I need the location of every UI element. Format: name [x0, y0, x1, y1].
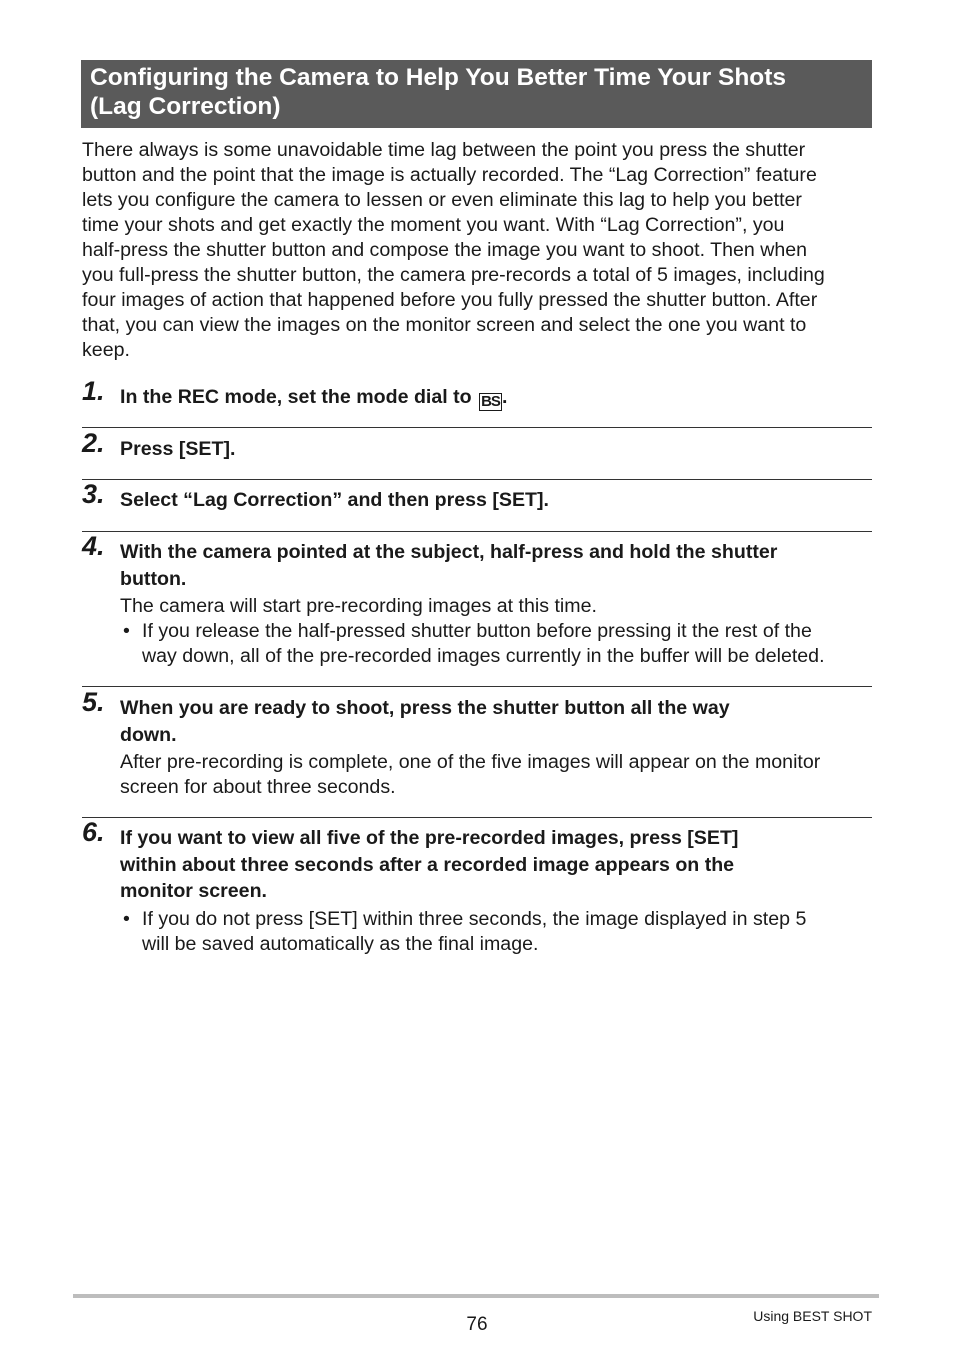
page-number: 76	[466, 1314, 488, 1335]
bullet-note: • If you do not press [SET] within three seconds, the image displayed in step 5 will be saved automatically as the final image.	[123, 908, 807, 955]
bullet-note: • If you release the half-pressed shutter button before pressing it the rest of the way down, all of the pre-recorded images currently in the buffer will be deleted.	[123, 620, 825, 667]
footer-divider	[73, 1294, 879, 1298]
step-divider	[82, 531, 872, 532]
section-heading	[90, 63, 863, 121]
step-body	[120, 750, 880, 800]
section-heading-bar	[81, 60, 872, 128]
step-number: 1.	[82, 376, 105, 406]
heading-line-1: Configuring the Camera to Help You Better Time Your Shots	[90, 64, 787, 91]
step-divider	[82, 427, 872, 428]
step-instruction: If you want to view all five of the pre-recorded images, press [SET] within about three seconds after a recorded image appears on the monitor screen.	[120, 827, 739, 902]
best-shot-mode-icon: BS	[481, 393, 500, 410]
step-divider	[82, 479, 872, 480]
step-number: 5.	[82, 687, 105, 717]
bullet-icon: •	[123, 908, 130, 930]
step-note: After pre-recording is complete, one of the five images will appear on the monitor screen for about three seconds.	[120, 751, 821, 798]
footer-section-name: Using BEST SHOT	[753, 1308, 872, 1324]
step-number: 3.	[82, 479, 105, 509]
step-note: The camera will start pre-recording images at this time.	[120, 595, 597, 617]
step-divider	[82, 817, 872, 818]
step-number: 2.	[82, 428, 105, 458]
step-instruction: With the camera pointed at the subject, half-press and hold the shutter button.	[120, 541, 778, 590]
heading-line-2: (Lag Correction)	[90, 93, 281, 120]
step-divider	[82, 686, 872, 687]
bullet-icon: •	[123, 620, 130, 642]
step-instruction: Select “Lag Correction” and then press [SET].	[120, 489, 549, 511]
step-instruction: Press [SET].	[120, 438, 236, 460]
step-number: 4.	[82, 531, 105, 561]
step-instruction: In the REC mode, set the mode dial to BS .	[120, 386, 508, 410]
intro-paragraph: There always is some unavoidable time lag between the point you press the shutter button and the point that the image is actually recorded. The “Lag Correction” feature lets you configure the camera to lessen or even eliminate this lag to help you better time your shots and get exactly the moment you want. With “Lag Correction”, you half-press the shutter button and compose the image you want to shoot. Then when you full-press the shutter button, the camera pre-records a total of 5 images, including four images of action that happened before you fully pressed the shutter button. After that, you can view the images on the monitor screen and select the one you want to keep.	[82, 139, 825, 361]
step-body	[120, 907, 880, 957]
step-body	[120, 594, 880, 669]
step-number: 6.	[82, 817, 105, 847]
step-instruction: When you are ready to shoot, press the shutter button all the way down.	[120, 697, 730, 746]
